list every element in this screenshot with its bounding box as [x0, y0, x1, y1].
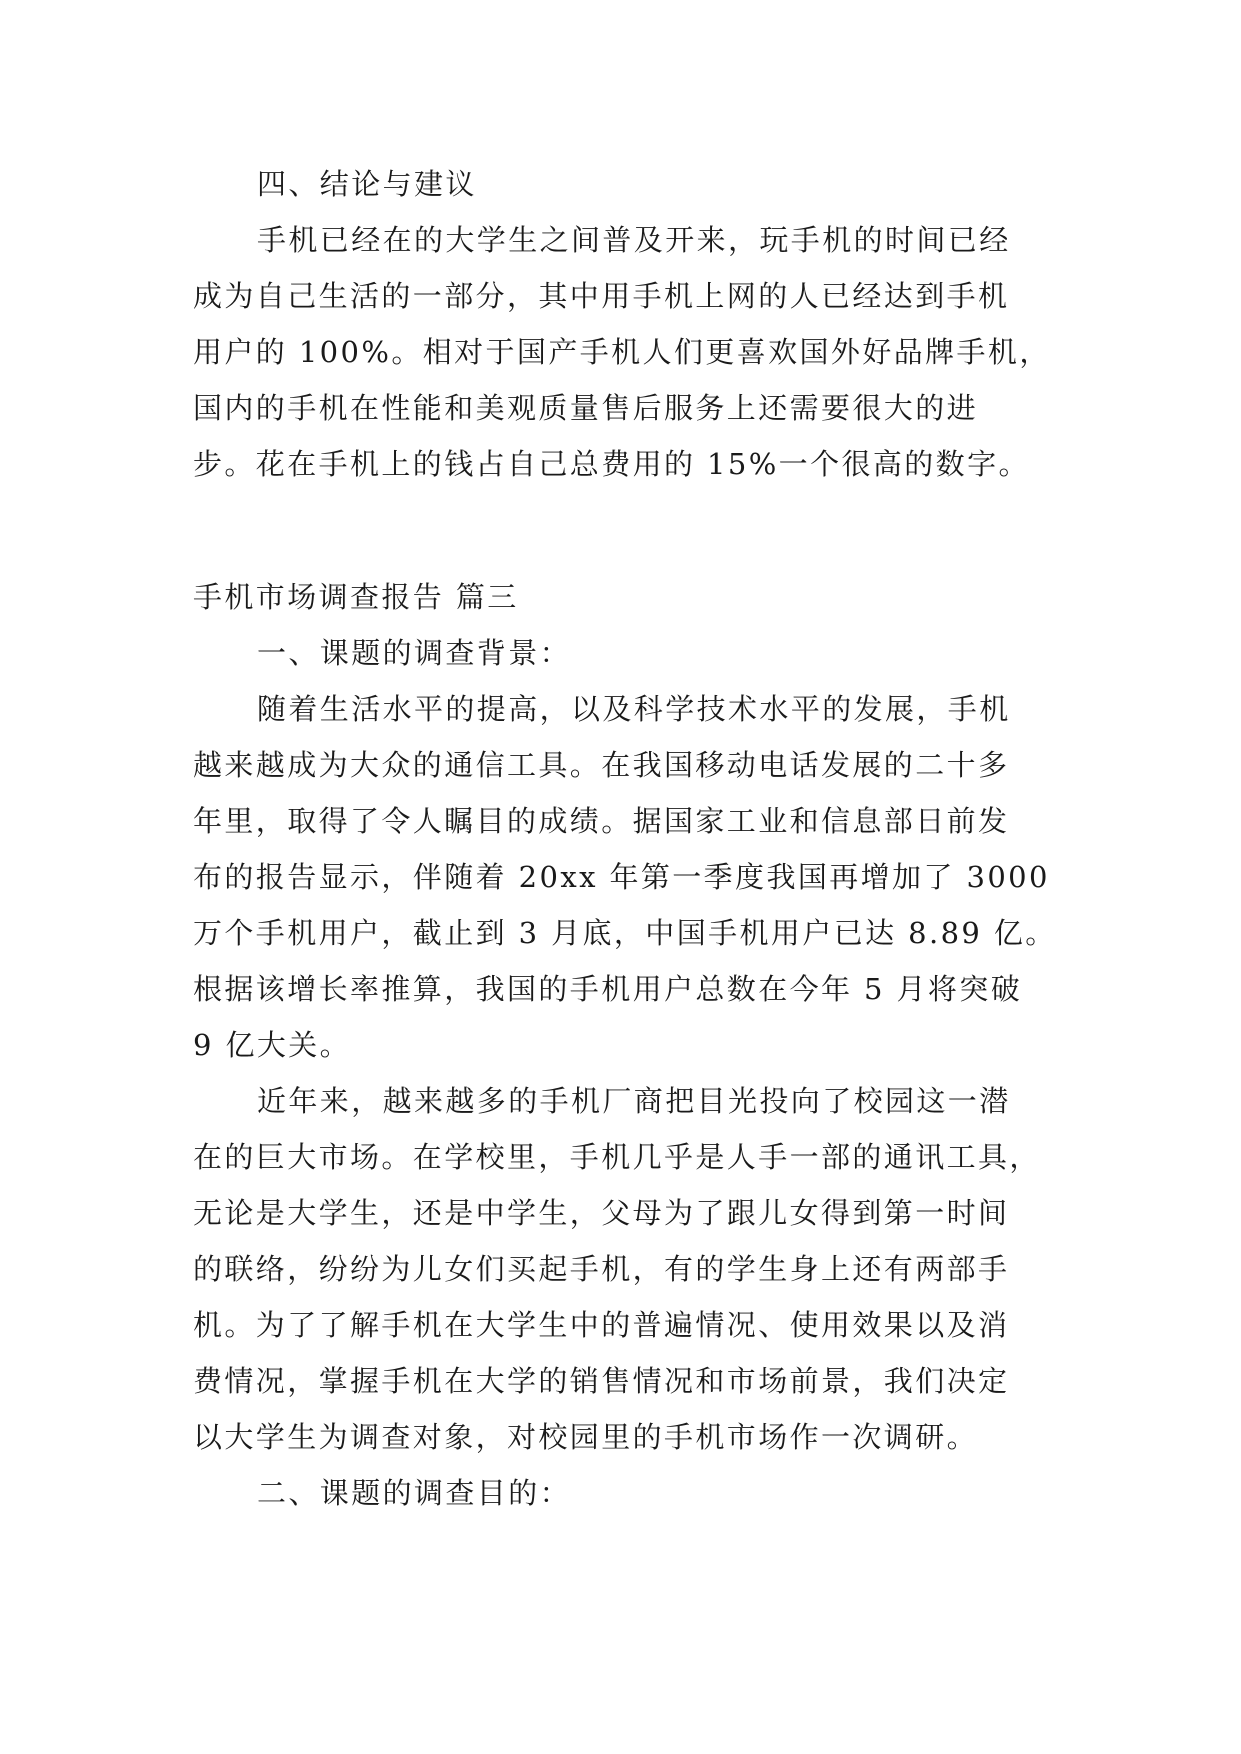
- conclusion-para-line: 用户的 100%。相对于国产手机人们更喜欢国外好品牌手机，: [193, 335, 1051, 369]
- purpose-heading: 二、课题的调查目的：: [257, 1476, 572, 1510]
- conclusion-heading: 四、结论与建议: [257, 167, 477, 201]
- campus-para-line: 无论是大学生，还是中学生，父母为了跟儿女得到第一时间: [193, 1196, 1010, 1230]
- background-para-line: 根据该增长率推算，我国的手机用户总数在今年 5 月将突破: [193, 972, 1023, 1006]
- section-conclusion: [193, 156, 1053, 492]
- campus-para-line: 的联络，纷纷为儿女们买起手机，有的学生身上还有两部手: [193, 1252, 1010, 1286]
- campus-para-line: 机。为了了解手机在大学生中的普遍情况、使用效果以及消: [193, 1308, 1010, 1342]
- background-para-line: 年里，取得了令人瞩目的成绩。据国家工业和信息部日前发: [193, 804, 1010, 838]
- conclusion-para-line: 手机已经在的大学生之间普及开来，玩手机的时间已经: [257, 223, 1011, 257]
- background-para-line: 越来越成为大众的通信工具。在我国移动电话发展的二十多: [193, 748, 1010, 782]
- campus-para-line: 以大学生为调查对象，对校园里的手机市场作一次调研。: [193, 1420, 979, 1454]
- conclusion-para-line: 步。花在手机上的钱占自己总费用的 15%一个很高的数字。: [193, 447, 1030, 481]
- conclusion-para-line: 国内的手机在性能和美观质量售后服务上还需要很大的进: [193, 391, 979, 425]
- campus-para-line: 在的巨大市场。在学校里，手机几乎是人手一部的通讯工具，: [193, 1140, 1041, 1174]
- background-heading: 一、课题的调查背景：: [257, 636, 572, 670]
- background-para-line: 万个手机用户，截止到 3 月底，中国手机用户已达 8.89 亿。: [193, 916, 1057, 950]
- campus-para-line: 近年来，越来越多的手机厂商把目光投向了校园这一潜: [257, 1084, 1011, 1118]
- background-para-line: 随着生活水平的提高，以及科学技术水平的发展，手机: [257, 692, 1011, 726]
- section-part3: [193, 569, 1057, 1521]
- background-para-line: 布的报告显示，伴随着 20xx 年第一季度我国再增加了 3000: [193, 860, 1050, 894]
- conclusion-para-line: 成为自己生活的一部分，其中用手机上网的人已经达到手机: [193, 279, 1010, 313]
- background-para-line: 9 亿大关。: [193, 1028, 352, 1062]
- report-part-title: 手机市场调查报告 篇三: [193, 580, 519, 614]
- campus-para-line: 费情况，掌握手机在大学的销售情况和市场前景，我们决定: [193, 1364, 1010, 1398]
